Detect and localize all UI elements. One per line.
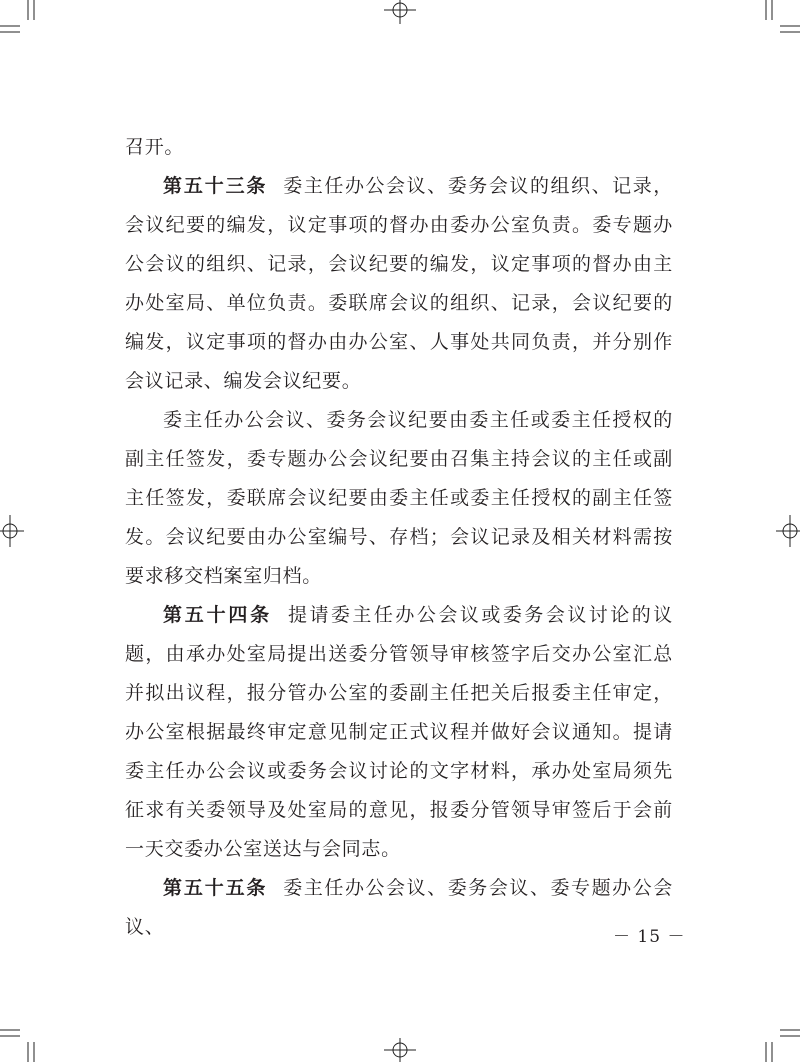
article-text: 委主任办公会议、委务会议的组织、记录，会议纪要的编发，议定事项的督办由委办公室负责。委专题办公会议的组织、记录，会议纪要的编发，议定事项的督办由主办处室局、单位负责。委联席会议的组织、记录，会议纪要的编发，议定事项的督办由办公室、人事处共同负责，并分别作会议记录、编发会议纪要。 <box>125 175 673 392</box>
article-number: 第五十四条 <box>163 604 272 626</box>
article-number: 第五十五条 <box>163 877 268 899</box>
article-55-paragraph-1 <box>125 869 673 947</box>
article-53-paragraph-2: 委主任办公会议、委务会议纪要由委主任或委主任授权的副主任签发，委专题办公会议纪要由召集主持会议的主任或副主任签发，委联席会议纪要由委主任或委主任授权的副主任签发。会议纪要由办公室编号、存档；会议记录及相关材料需按要求移交档案室归档。 <box>125 409 673 587</box>
registration-target-left <box>0 515 24 547</box>
paragraph-opening: 召开。 <box>125 136 185 158</box>
article-54-paragraph-1 <box>125 596 673 869</box>
document-body <box>125 128 673 947</box>
article-text: 提请委主任办公会议或委务会议讨论的议题，由承办处室局提出送委分管领导审核签字后交办公室汇总并拟出议程，报分管办公室的委副主任把关后报委主任审定，办公室根据最终审定意见制定正式议程并做好会议通知。提请委主任办公会议或委务会议讨论的文字材料，承办处室局须先征求有关委领导及处室局的意见，报委分管领导审签后于会前一天交委办公室送达与会同志。 <box>125 604 673 860</box>
article-53-paragraph-1 <box>125 167 673 401</box>
registration-target-top <box>384 0 416 24</box>
article-number: 第五十三条 <box>163 175 268 197</box>
page-number: － 15 － <box>613 927 686 947</box>
article-text: 委主任办公会议、委务会议、委专题办公会议、 <box>125 877 673 938</box>
registration-target-bottom <box>384 1038 416 1062</box>
registration-target-right <box>776 515 800 547</box>
